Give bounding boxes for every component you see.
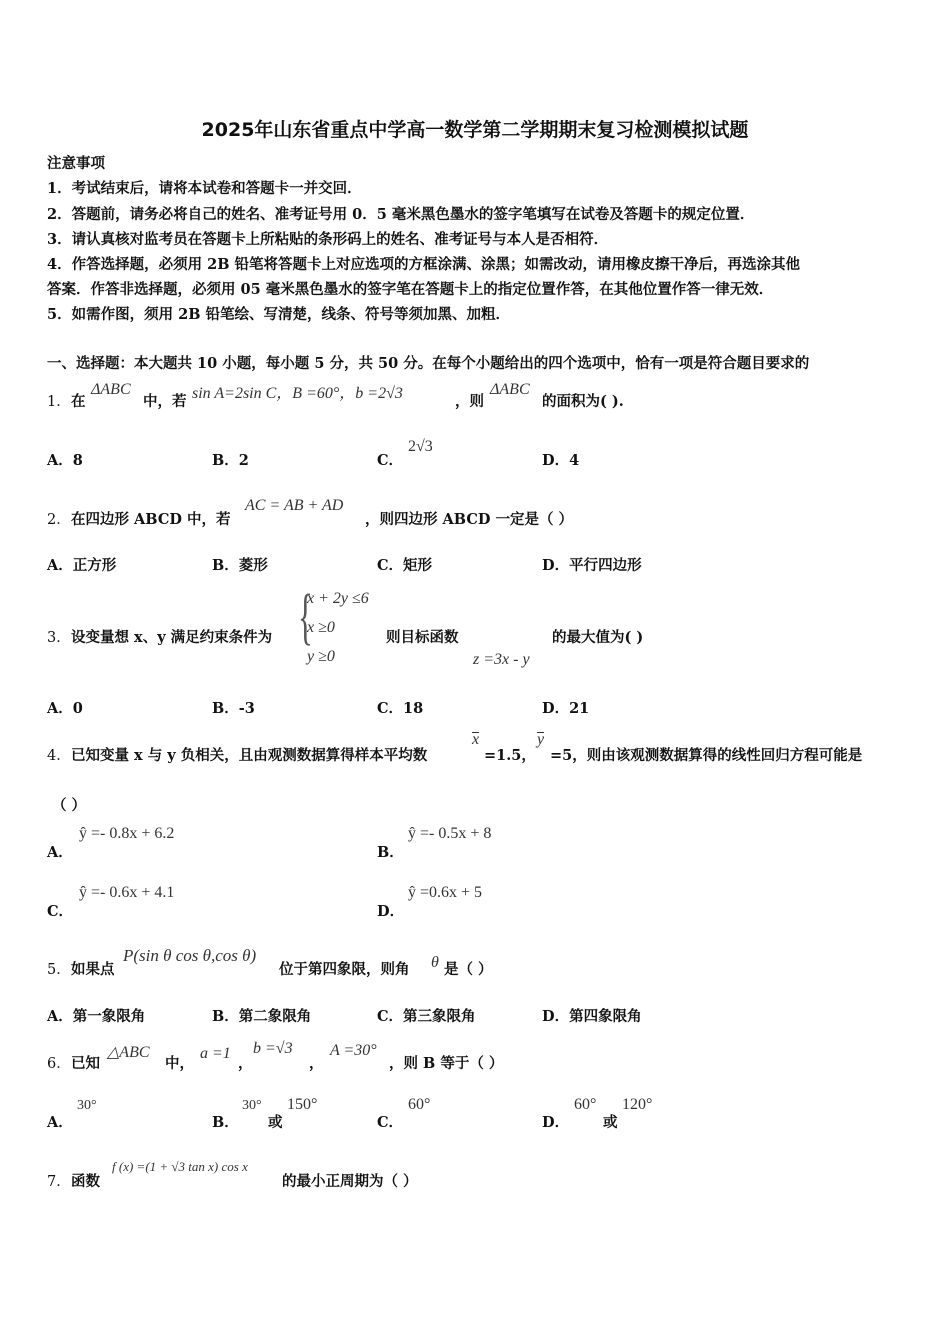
q3-number: 3． [47,630,71,646]
q6-option-b-or: 或 [268,1114,283,1131]
q6-option-d-value-1: 60° [574,1096,597,1113]
q6-side-a: a =1 [200,1045,231,1062]
notice-item: 1．考试结束后，请将本试卷和答题卡一并交回． [47,180,362,197]
q1-option-d[interactable]: D．4 [542,452,580,469]
q6-option-d-value-2: 120° [622,1096,653,1113]
section-heading: 一、选择题：本大题共 10 小题，每小题 5 分，共 50 分。在每个小题给出的四个选项中，恰有一项是符合题目要求的 [47,355,810,372]
q4-number: 4． [47,748,71,764]
q1-triangle: ΔABC [91,381,131,398]
q4-text: 已知变量 x 与 y 负相关，且由观测数据算得样本平均数 [71,747,428,764]
q6-text: 中， [165,1055,194,1072]
q2-option-c[interactable]: C．矩形 [377,557,433,574]
q6-angle-a: A =30° [330,1042,377,1059]
q6-option-a[interactable]: A． [47,1114,73,1131]
q1-text: 的面积为( ). [542,393,624,410]
q7-text: 的最小正周期为（ ） [282,1173,418,1190]
notice-item: 答案．作答非选择题，必须用 05 毫米黑色墨水的签字笔在答题卡上的指定位置作答，在其他位置作答一律无效． [47,281,774,298]
left-brace-icon: { [298,583,313,651]
notice-item: 2．答题前，请务必将自己的姓名、准考证号用 0．5 毫米黑色墨水的签字笔填写在试卷及答题卡的规定位置． [47,206,755,223]
q5-text: 位于第四象限，则角 [279,961,410,978]
q6-option-d-or: 或 [603,1114,618,1131]
q6-side-b: b =√3 [253,1040,293,1057]
q5-text: 如果点 [71,961,115,978]
q4-text: =1.5， [484,747,536,764]
q6-number: 6． [47,1056,71,1072]
q7-function: f (x) =(1 + √3 tan x) cos x [112,1159,248,1174]
notice-item: 4．作答选择题，必须用 2B 铅笔将答题卡上对应选项的方框涂满、涂黑；如需改动，请用橡皮擦干净后，再选涂其他 [47,256,801,273]
q6-triangle: △ABC [107,1044,150,1061]
notice-item: 3．请认真核对监考员在答题卡上所粘贴的条形码上的姓名、准考证号与本人是否相符． [47,231,609,248]
q3-option-a[interactable]: A．0 [47,700,83,717]
q1-condition: sin A=2sin C，B =60°，b =2√3 [192,385,403,402]
q6-text: 已知 [71,1055,100,1072]
q4-option-a[interactable]: A． [47,844,73,861]
q2-number: 2． [47,512,71,528]
q5-option-d[interactable]: D．第四象限角 [542,1008,642,1025]
q5-theta: θ [431,954,439,971]
q2-option-a[interactable]: A．正方形 [47,557,117,574]
q1-number: 1． [47,394,71,410]
q3-option-b[interactable]: B．-3 [212,700,255,717]
q4-option-a-equation: ŷ =- 0.8x + 6.2 [79,825,175,842]
q7-number: 7． [47,1174,71,1190]
q6-text: ， [238,1055,253,1072]
q6-option-b-value-2: 150° [287,1096,318,1113]
q2-text: 在四边形 ABCD 中，若 [71,511,231,528]
q3-option-c[interactable]: C．18 [377,700,424,717]
q3-constraint-1: x + 2y ≤6 [307,590,369,607]
q4-ybar: y [537,731,545,748]
q3-text: 设变量想 x、y 满足约束条件为 [71,629,273,646]
q4-text: =5，则由该观测数据算得的线性回归方程可能是 [550,747,863,764]
notice-item: 5．如需作图，须用 2B 铅笔绘、写清楚，线条、符号等须加黑、加粗． [47,306,511,323]
q2-option-d[interactable]: D．平行四边形 [542,557,642,574]
q5-option-a[interactable]: A．第一象限角 [47,1008,146,1025]
q3-constraint-3: y ≥0 [307,648,335,665]
q4-option-c[interactable]: C． [47,903,74,920]
q6-option-c-value: 60° [408,1096,431,1113]
q3-option-d[interactable]: D．21 [542,700,590,717]
q1-text: 中，若 [143,393,187,410]
q6-option-d[interactable]: D． [542,1114,570,1131]
q6-option-c[interactable]: C． [377,1114,404,1131]
q2-equation: AC = AB + AD [245,497,344,514]
q6-option-b-value-1: 30° [242,1098,262,1113]
q1-option-b[interactable]: B．2 [212,452,249,469]
q5-point: P(sin θ cos θ,cos θ) [123,946,257,965]
q6-text: ，则 B 等于（ ） [389,1055,504,1072]
q1-triangle: ΔABC [490,381,530,398]
q1-text: ，则 [455,393,484,410]
q6-option-b[interactable]: B． [212,1114,239,1131]
q5-number: 5． [47,962,71,978]
q6-option-a-value: 30° [77,1098,97,1113]
q3-constraint-2: x ≥0 [307,619,335,636]
q1-option-a[interactable]: A．8 [47,452,83,469]
q4-xbar: x [472,731,480,748]
q5-option-b[interactable]: B．第二象限角 [212,1008,312,1025]
q3-text: 的最大值为( ) [552,629,644,646]
q1-option-c[interactable]: C． [377,452,404,469]
q5-option-c[interactable]: C．第三象限角 [377,1008,476,1025]
q4-option-d-equation: ŷ =0.6x + 5 [408,884,483,901]
q5-text: 是（ ） [444,961,493,978]
q4-option-b[interactable]: B． [377,844,404,861]
q4-option-c-equation: ŷ =- 0.6x + 4.1 [79,884,175,901]
q3-text: 则目标函数 [386,629,459,646]
q1-option-c-value: 2√3 [408,438,433,455]
q3-objective: z =3x - y [473,651,530,668]
q4-answer-paren: （ ） [52,797,87,814]
q7-text: 函数 [71,1173,100,1190]
q6-text: ， [309,1055,324,1072]
page-title: 2025年山东省重点中学高一数学第二学期期末复习检测模拟试题 [201,119,749,141]
q2-text: ，则四边形 ABCD 一定是（ ） [365,511,574,528]
q4-option-d[interactable]: D． [377,903,405,920]
q1-text: 在 [71,393,86,410]
q4-option-b-equation: ŷ =- 0.5x + 8 [408,825,492,842]
notice-heading: 注意事项 [47,155,105,172]
q2-option-b[interactable]: B．菱形 [212,557,268,574]
